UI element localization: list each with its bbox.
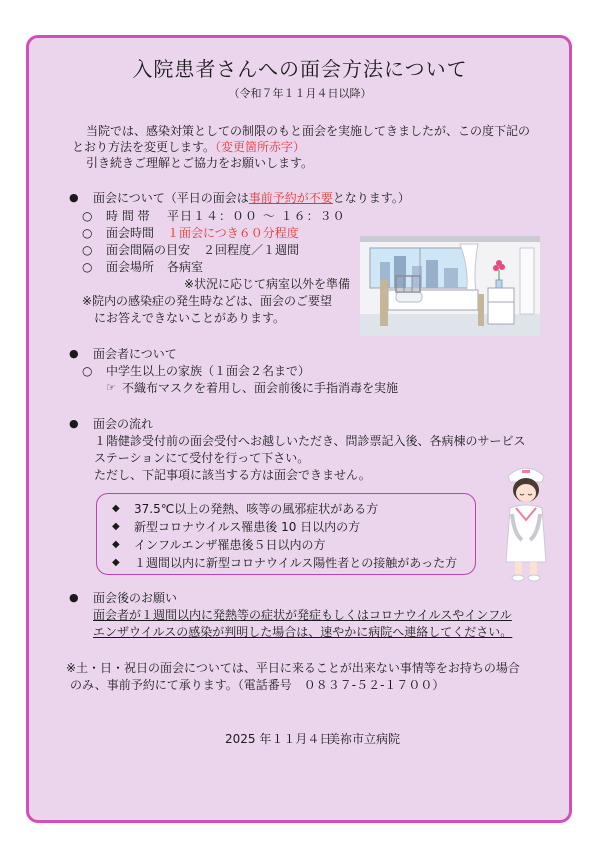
condition-contact: １週間以内に新型コロナウイルス陽性者との接触があった方 xyxy=(134,556,458,570)
page-title: 入院患者さんへの面会方法について xyxy=(132,57,468,81)
visit-duration-label: 面会時間 xyxy=(106,226,155,240)
circle-icon: ○ xyxy=(82,226,93,240)
nurse-illustration xyxy=(498,462,554,586)
visit-hours-label: 時 間 帯 xyxy=(106,209,150,223)
bullet-icon: ● xyxy=(69,347,79,360)
weekend-note-line-1: ※土・日・祝日の面会については、平日に来ることが出来ない事情等をお持ちの場合 xyxy=(66,661,520,675)
intro-line-2-text: とおり方法を変更します。 xyxy=(72,140,216,154)
visit-place-label: 面会場所 xyxy=(106,260,155,274)
section1-heading-text: 面会について（平日の面会は xyxy=(93,191,249,205)
circle-icon: ○ xyxy=(82,243,93,257)
bullet-icon: ● xyxy=(69,191,79,204)
section1-heading xyxy=(93,190,410,206)
changed-marker: （変更箇所赤字） xyxy=(215,140,306,154)
infection-note-line-1: ※院内の感染症の発生時などは、面会のご要望 xyxy=(82,294,333,308)
condition-covid: 新型コロナウイルス罹患後 10 日以内の方 xyxy=(134,520,361,534)
intro-line-1: 当院では、感染対策としての制限のもと面会を実施してきましたが、この度下記の xyxy=(86,124,531,138)
hospital-room-illustration xyxy=(360,236,540,336)
flow-line-3: ただし、下記事項に該当する方は面会できません。 xyxy=(94,468,371,482)
visit-hours-value: 平日１４：００ ～ １６：３０ xyxy=(167,209,346,223)
visitor-eligibility: 中学生以上の家族（１面会２名まで） xyxy=(106,364,311,378)
section1-heading-suffix: となります。） xyxy=(332,191,410,205)
circle-icon: ○ xyxy=(82,209,93,223)
section3-heading: 面会の流れ xyxy=(93,417,154,431)
mask-requirement: 不織布マスクを着用し、面会前後に手指消毒を実施 xyxy=(122,381,399,395)
diamond-icon: ◆ xyxy=(112,557,120,568)
after-visit-line-2: エンザウイルスの感染が判明した場合は、速やかに病院へ連絡してください。 xyxy=(93,625,513,639)
visit-duration-value: １面会につき６０分程度 xyxy=(167,226,299,240)
visit-place-value: 各病室 xyxy=(167,260,204,274)
infection-note-line-2: にお答えできないことがあります。 xyxy=(94,311,286,325)
after-visit-line-1: 面会者が１週間以内に発熱等の症状が発症もしくはコロナウイルスやインフル xyxy=(93,608,512,622)
diamond-icon: ◆ xyxy=(112,539,120,550)
circle-icon: ○ xyxy=(82,364,93,378)
intro-line-2 xyxy=(72,139,305,155)
condition-fever: 37.5℃以上の発熱、咳等の風邪症状がある方 xyxy=(134,502,379,516)
place-note: ※状況に応じて病室以外を準備 xyxy=(184,277,351,291)
notice-date: 2025 年１１月４日 xyxy=(225,732,332,746)
visit-interval-label: 面会間隔の目安 xyxy=(106,243,191,257)
circle-icon: ○ xyxy=(82,260,93,274)
bullet-icon: ● xyxy=(69,417,79,430)
visit-interval-value: ２回程度／１週間 xyxy=(203,243,300,257)
section4-heading: 面会後のお願い xyxy=(93,591,178,605)
flow-line-1: １階健診受付前の面会受付へお越しいただき、問診票記入後、各病棟のサービス xyxy=(94,434,526,448)
no-reservation-highlight: 事前予約が不要 xyxy=(248,191,333,205)
bullet-icon: ● xyxy=(69,591,79,604)
pointing-hand-icon: ☞ xyxy=(106,381,116,394)
hospital-name: 美祢市立病院 xyxy=(328,732,401,746)
diamond-icon: ◆ xyxy=(112,503,120,514)
condition-influenza: インフルエンザ罹患後５日以内の方 xyxy=(134,538,326,552)
intro-line-3: 引き続きご理解とご協力をお願いします。 xyxy=(86,156,314,170)
diamond-icon: ◆ xyxy=(112,521,120,532)
section2-heading: 面会者について xyxy=(93,347,177,361)
weekend-note-line-2: のみ、事前予約にて承ります。（電話番号 ０８３７-５２-１７００） xyxy=(70,678,445,692)
page-subtitle: （令和７年１１月４日以降） xyxy=(228,87,372,100)
flow-line-2: ステーションにて受付を行って下さい。 xyxy=(94,451,310,465)
